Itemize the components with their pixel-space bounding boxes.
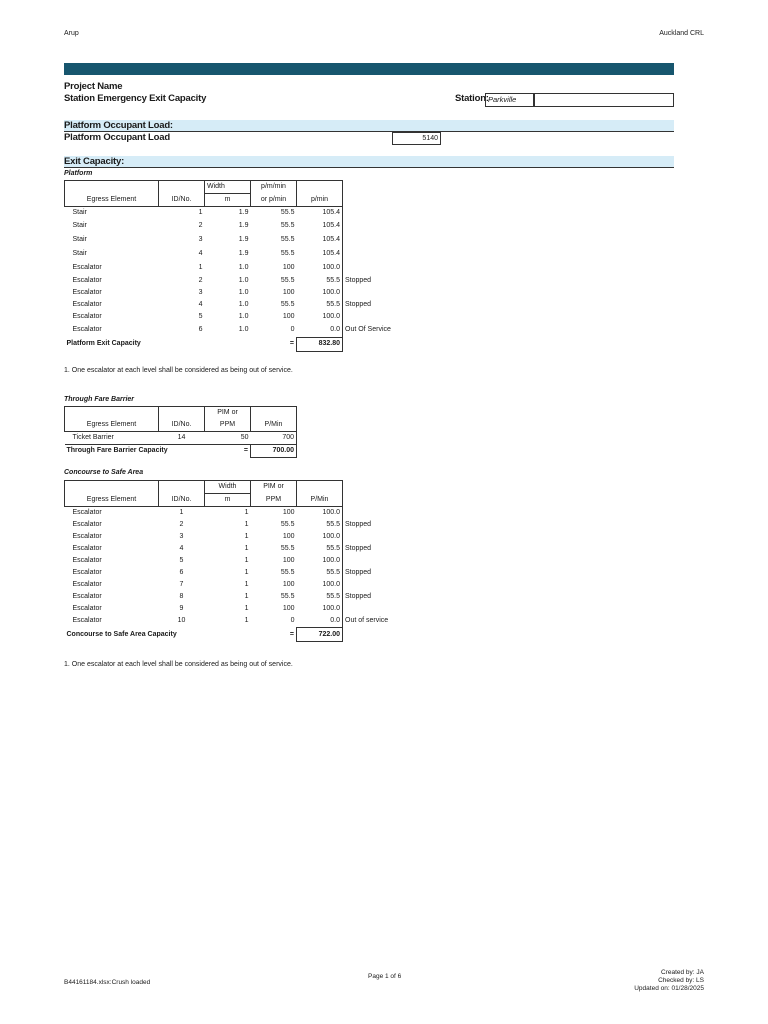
updated-on: Updated on: 01/28/2025 <box>634 985 704 992</box>
project-name: Project Name <box>64 81 123 92</box>
platform-rows <box>65 207 403 338</box>
station-field[interactable]: Parkville <box>485 93 535 107</box>
occupant-value[interactable]: 5140 <box>392 132 441 145</box>
concourse-header-pim: PIM or <box>251 481 297 494</box>
barrier-header-pim: PIM or <box>205 407 251 420</box>
platform-total-value: 832.80 <box>297 337 343 351</box>
concourse-table <box>64 480 403 642</box>
platform-total-label: Platform Exit Capacity <box>66 340 141 347</box>
page-title: Station Emergency Exit Capacity <box>64 93 207 104</box>
table-row: Stair 2 1.9 55.5 105.4 <box>65 219 403 233</box>
barrier-header-pim-unit: PPM <box>205 419 251 432</box>
table-row: Stair 3 1.9 55.5 105.4 <box>65 233 403 247</box>
barrier-header-id: ID/No. <box>159 419 205 432</box>
concourse-total-row <box>65 628 403 642</box>
table-row: Escalator 3 1.0 100 100.0 <box>65 287 403 299</box>
platform-title: Platform <box>64 170 93 177</box>
station-label: Station: <box>455 93 489 104</box>
table-row: Escalator 1 1.0 100 100.0 <box>65 261 403 275</box>
table-row: Escalator 9 1 100 100.0 <box>65 603 403 615</box>
created-by: Created by: JA <box>661 969 704 976</box>
platform-header-element: Egress Element <box>65 194 159 207</box>
platform-header-rate-unit: or p/min <box>251 194 297 207</box>
footer-credits <box>634 969 704 993</box>
barrier-total-label: Through Fare Barrier Capacity <box>65 445 205 458</box>
concourse-header-id: ID/No. <box>159 494 205 507</box>
equals-sign: = <box>289 630 294 638</box>
barrier-total-value: 700.00 <box>251 445 297 458</box>
section-divider <box>64 167 674 168</box>
concourse-header-element: Egress Element <box>65 494 159 507</box>
platform-header-rate: p/m/min <box>251 181 297 194</box>
table-row: Escalator 7 1 100 100.0 <box>65 579 403 591</box>
barrier-header-element: Egress Element <box>65 419 159 432</box>
title-banner <box>64 63 674 75</box>
page-number: Page 1 of 6 <box>368 973 402 980</box>
concourse-total-label: Concourse to Safe Area Capacity <box>66 630 177 638</box>
platform-total-row <box>65 337 403 351</box>
table-row: Escalator 6 1.0 0 0.0 Out Of Service <box>65 323 403 337</box>
concourse-footnote: 1. One escalator at each level shall be considered as being out of service. <box>64 661 293 668</box>
concourse-header-pmin: P/Min <box>297 494 343 507</box>
table-row: Escalator 5 1.0 100 100.0 <box>65 311 403 323</box>
checked-by: Checked by: LS <box>658 977 704 984</box>
table-row: Stair 1 1.9 55.5 105.4 <box>65 207 403 220</box>
concourse-title: Concourse to Safe Area <box>64 469 144 476</box>
platform-header-pmin: p/min <box>297 194 343 207</box>
table-row: Escalator 1 1 100 100.0 <box>65 507 403 520</box>
table-row: Escalator 3 1 100 100.0 <box>65 531 403 543</box>
concourse-header-width-unit: m <box>205 494 251 507</box>
equals-sign: = <box>289 340 294 347</box>
platform-footnote: 1. One escalator at each level shall be considered as being out of service. <box>64 367 293 374</box>
table-row: Escalator 2 1 55.5 55.5 Stopped <box>65 519 403 531</box>
table-row: Escalator 10 1 0 0.0 Out of service <box>65 615 403 628</box>
header-right: Auckland CRL <box>659 30 704 37</box>
table-row: Escalator 4 1.0 55.5 55.5 Stopped <box>65 299 403 311</box>
barrier-total-row <box>65 445 297 458</box>
platform-table <box>64 180 403 352</box>
platform-header-width: Width <box>205 181 251 194</box>
occupant-section: Platform Occupant Load: <box>64 120 674 131</box>
table-row: Escalator 8 1 55.5 55.5 Stopped <box>65 591 403 603</box>
barrier-title: Through Fare Barrier <box>64 396 135 403</box>
concourse-header-pim-unit: PPM <box>251 494 297 507</box>
platform-header-id: ID/No. <box>159 194 205 207</box>
exit-section: Exit Capacity: <box>64 156 674 167</box>
table-row: Ticket Barrier 14 50 700 <box>65 432 297 445</box>
concourse-total-value: 722.00 <box>297 628 343 642</box>
table-row: Stair 4 1.9 55.5 105.4 <box>65 247 403 261</box>
equals-sign: = <box>205 445 251 458</box>
occupant-label: Platform Occupant Load <box>64 132 170 143</box>
barrier-table <box>64 406 297 458</box>
table-row: Escalator 6 1 55.5 55.5 Stopped <box>65 567 403 579</box>
platform-header-width-unit: m <box>205 194 251 207</box>
table-row: Escalator 5 1 100 100.0 <box>65 555 403 567</box>
header-left: Arup <box>64 30 79 37</box>
barrier-header-pmin: P/Min <box>251 419 297 432</box>
table-row: Escalator 4 1 55.5 55.5 Stopped <box>65 543 403 555</box>
file-name: B44161184.xlsx:Crush loaded <box>64 979 151 986</box>
table-row: Escalator 2 1.0 55.5 55.5 Stopped <box>65 275 403 287</box>
station-extra-cell <box>533 93 674 107</box>
concourse-header-width: Width <box>205 481 251 494</box>
